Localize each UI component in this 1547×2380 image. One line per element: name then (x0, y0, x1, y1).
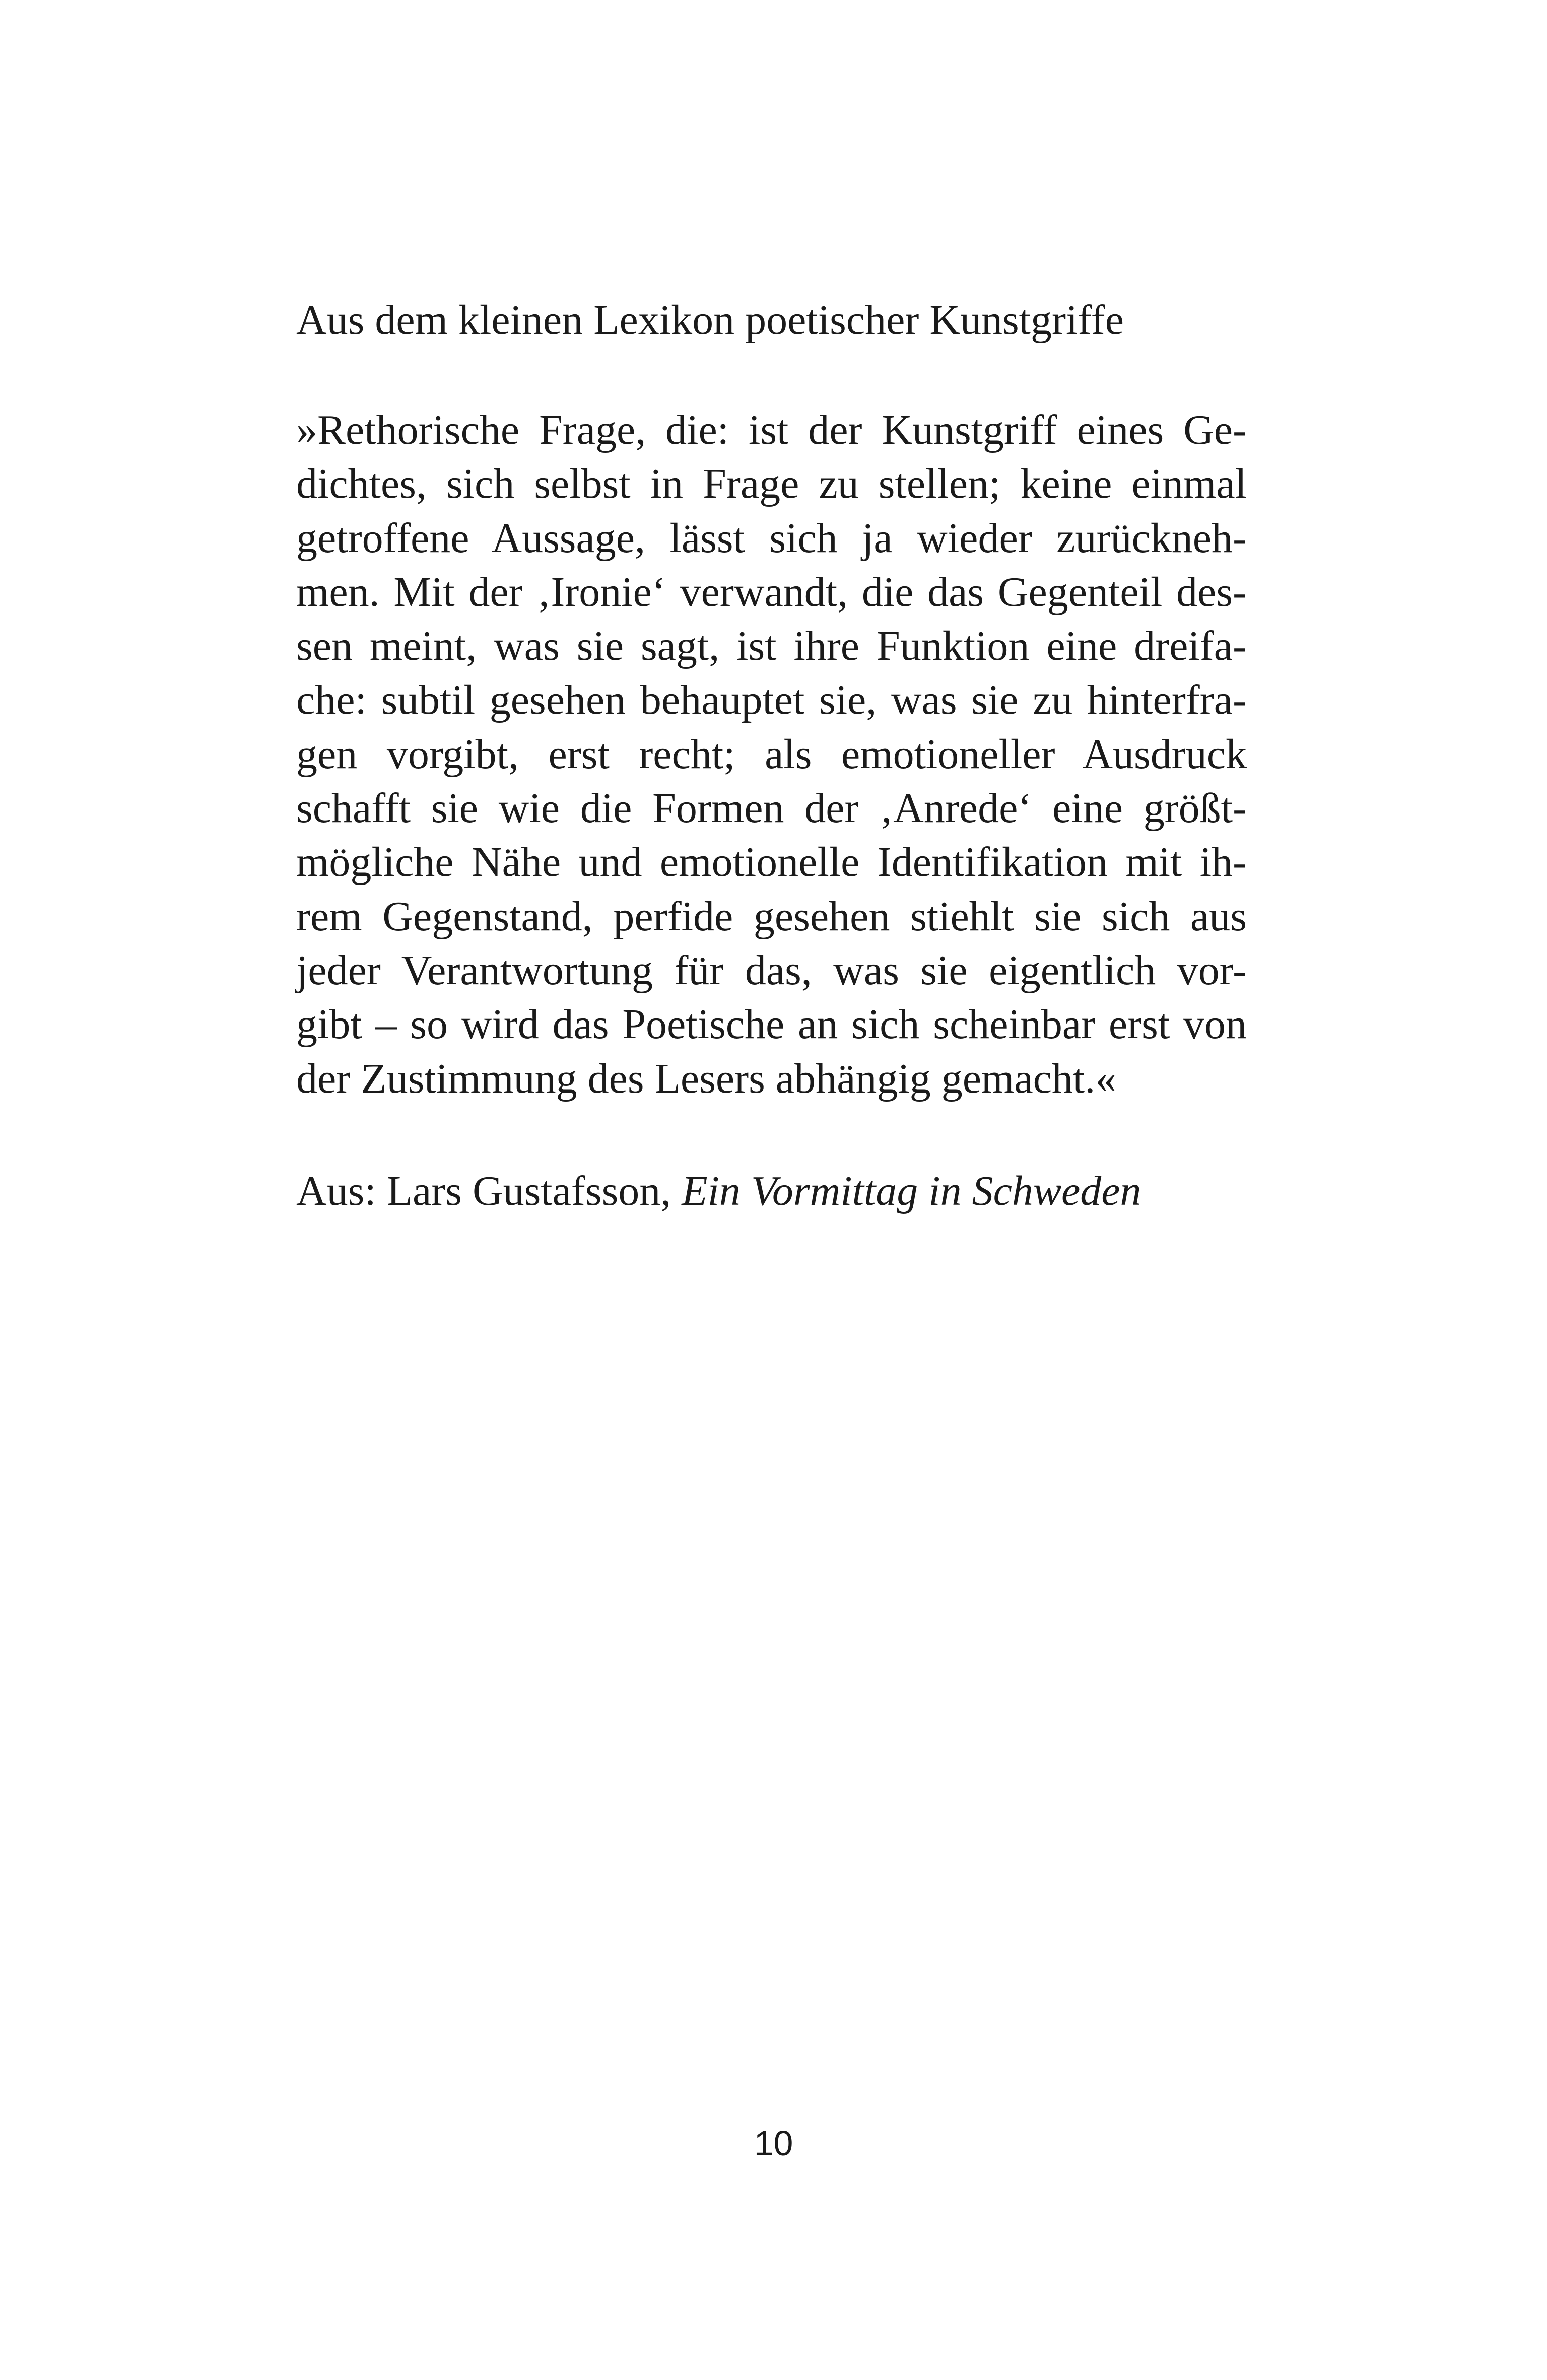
source-citation (296, 1164, 1253, 1218)
quote-line: che: subtil gesehen behauptet sie, was sie zu hinterfra- (296, 676, 1247, 724)
quote-line: men. Mit der ‚Ironie‘ verwandt, die das Gegenteil des- (296, 568, 1247, 616)
quote-line: schafft sie wie die Formen der ‚Anrede‘ eine größt- (296, 785, 1247, 832)
quote-line: getroffene Aussage, lässt sich ja wieder zurückneh- (296, 514, 1247, 562)
quote-line: mögliche Nähe und emotionelle Identifikation mit ih- (296, 839, 1247, 886)
quote-line: dichtes, sich selbst in Frage zu stellen; keine einmal (296, 460, 1247, 508)
source-title: Ein Vormittag in Schweden (682, 1168, 1141, 1214)
source-prefix: Aus: Lars Gustafsson, (296, 1168, 682, 1214)
quote-line: jeder Verantwortung für das, was sie eigentlich vor- (296, 946, 1247, 994)
quote-line: sen meint, was sie sagt, ist ihre Funktion eine dreifa- (296, 623, 1247, 670)
quote-paragraph (296, 403, 1247, 1106)
quote-line: gen vorgibt, erst recht; als emotioneller Ausdruck (296, 730, 1247, 778)
quote-line: der Zustimmung des Lesers abhängig gemacht.« (296, 1055, 1117, 1102)
section-heading: Aus dem kleinen Lexikon poetischer Kunstgriffe (296, 297, 1124, 344)
quote-line: rem Gegenstand, perfide gesehen stiehlt sie sich aus (296, 893, 1247, 940)
quote-line: gibt – so wird das Poetische an sich scheinbar erst von (296, 1001, 1247, 1048)
quote-line: »Rethorische Frage, die: ist der Kunstgriff eines Ge- (296, 406, 1247, 453)
page-number: 10 (754, 2124, 793, 2163)
